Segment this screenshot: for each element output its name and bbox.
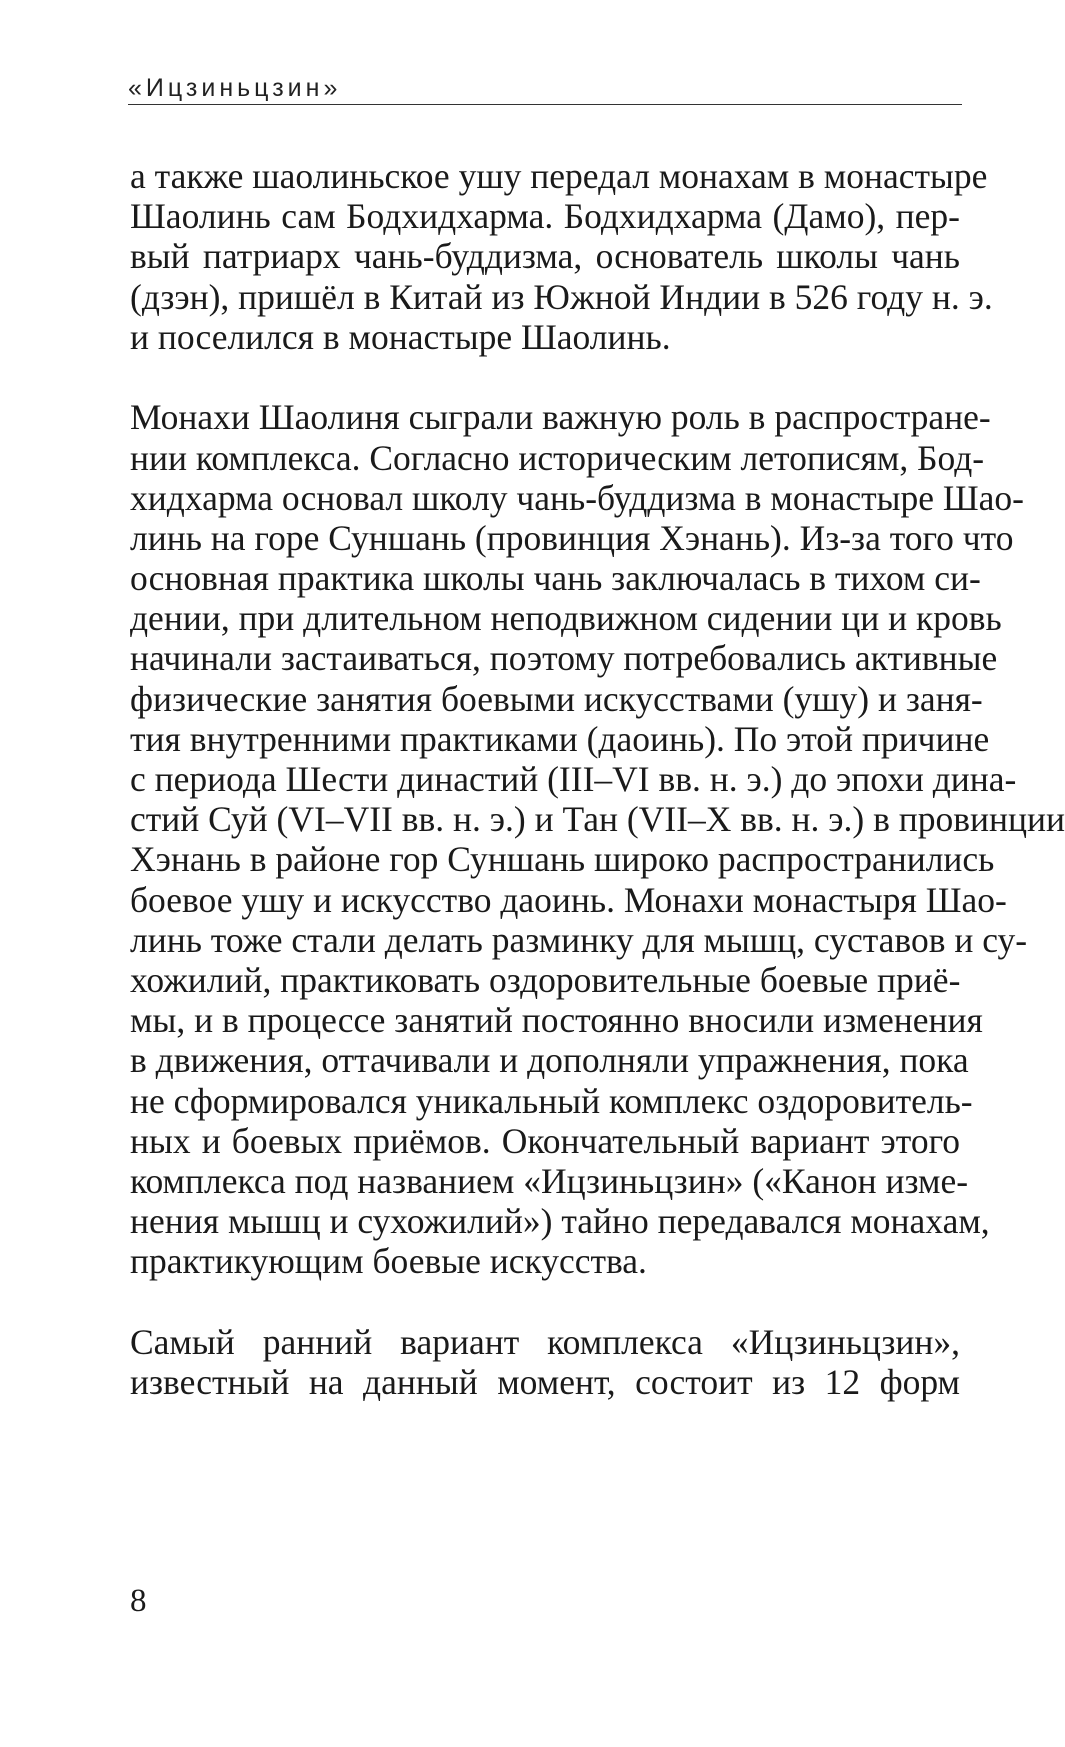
paragraph-gap (130, 1281, 960, 1321)
text-line: мы, и в процессе занятий постоянно вносили изменения (130, 1000, 983, 1041)
body-text (130, 156, 1065, 1403)
text-line: а также шаолиньское ушу передал монахам в монастыре (130, 156, 988, 196)
page-number: 8 (130, 1583, 147, 1619)
text-line: начинали застаиваться, поэтому потребовались активные (130, 638, 998, 679)
paragraph-1 (130, 156, 993, 357)
text-line: и поселился в монастыре Шаолинь. (130, 316, 671, 357)
text-line: (дзэн), пришёл в Китай из Южной Индии в 526 году н. э. (130, 276, 993, 317)
text-line: практикующим боевые искусства. (130, 1241, 647, 1282)
text-line: дении, при длительном неподвижном сидении ци и кровь (130, 598, 1002, 639)
text-line: в движения, оттачивали и дополняли упражнения, пока (130, 1040, 969, 1081)
text-line: с периода Шести династий (III–VI вв. н. э.) до эпохи дина- (130, 759, 1017, 800)
text-line: не сформировался уникальный комплекс оздоровитель- (130, 1080, 973, 1121)
text-line: хожилий, практиковать оздоровительные боевые приё- (130, 959, 961, 1000)
text-line: хидхарма основал школу чань-буддизма в монастыре Шао- (130, 477, 1025, 518)
paragraph-gap (130, 357, 960, 397)
text-line: стий Суй (VI–VII вв. н. э.) и Тан (VII–X вв. н. э.) в провинции (130, 799, 1065, 840)
text-line: физические занятия боевыми искусствами (ушу) и заня- (130, 678, 983, 719)
text-line: Хэнань в районе гор Суншань широко распространились (130, 839, 995, 880)
text-line: боевое ушу и искусство даоинь. Монахи монастыря Шао- (130, 879, 1007, 920)
text-line: основная практика школы чань заключалась в тихом си- (130, 558, 981, 599)
text-line: вый патриарх чань-буддизма, основатель школы чань (130, 236, 960, 277)
running-header-title: «Ицзиньцзин» (128, 74, 342, 102)
paragraph-3 (130, 1322, 960, 1402)
text-line: комплекса под названием «Ицзиньцзин» («Канон изме- (130, 1160, 969, 1201)
text-line: нения мышц и сухожилий») тайно передавался монахам, (130, 1201, 990, 1242)
text-line: известный на данный момент, состоит из 12 форм (130, 1362, 960, 1403)
text-line: Монахи Шаолиня сыграли важную роль в распростране- (130, 397, 991, 438)
text-line: нии комплекса. Согласно историческим летописям, Бод- (130, 437, 985, 478)
text-line: линь тоже стали делать разминку для мышц, суставов и су- (130, 919, 1028, 960)
header-rule (128, 104, 962, 105)
text-line: ных и боевых приёмов. Окончательный вариант этого (130, 1120, 960, 1161)
text-line: Шаолинь сам Бодхидхарма. Бодхидхарма (Дамо), пер- (130, 196, 960, 237)
paragraph-2 (130, 397, 1065, 1282)
text-line: Самый ранний вариант комплекса «Ицзиньцзин», (130, 1321, 960, 1362)
text-line: линь на горе Суншань (провинция Хэнань). Из-за того что (130, 517, 1014, 558)
text-line: тия внутренними практиками (даоинь). По этой причине (130, 718, 990, 759)
